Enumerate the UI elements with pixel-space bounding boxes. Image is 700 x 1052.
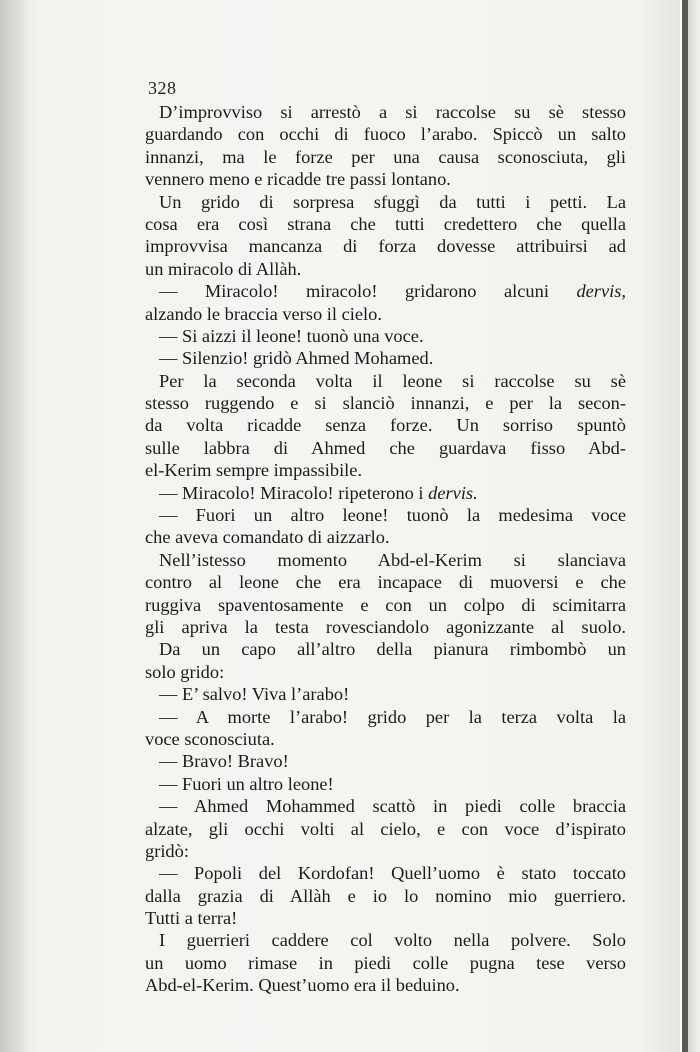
text-line: el-Kerim sempre impassibile. <box>145 460 363 481</box>
text-line: Nell’istesso momento Abd-el-Kerim si slanciava <box>159 549 626 570</box>
text-line: contro al leone che era incapace di muoversi e che <box>145 572 626 593</box>
text-line: — Si aizzi il leone! tuonò una voce. <box>159 325 424 346</box>
text-line: D’improvviso si arrestò a si raccolse su sè stesso <box>159 102 626 122</box>
text-line: — Bravo! Bravo! <box>159 751 289 772</box>
text-line: solo grido: <box>145 661 225 682</box>
text-line: Per la seconda volta il leone si raccolse su sè <box>159 370 626 391</box>
line-text: — Miracolo! miracolo! gridarono alcuni <box>159 281 577 302</box>
text-line <box>145 482 626 504</box>
text-line: — E’ salvo! Viva l’arabo! <box>159 684 350 705</box>
text-line: Da un capo all’altro della pianura rimbombò un <box>159 639 626 660</box>
text-line: — Ahmed Mohammed scattò in piedi colle braccia <box>159 796 626 817</box>
text-line: Tutti a terra! <box>145 908 238 929</box>
text-line: gli apriva la testa rovesciandolo agonizzante al suolo. <box>145 616 626 637</box>
text-line: — Popoli del Kordofan! Quell’uomo è stato toccato <box>159 863 626 884</box>
text-line: ruggiva spaventosamente e con un colpo di scimitarra <box>145 594 626 615</box>
text-line <box>145 280 626 302</box>
text-line: guardando con occhi di fuoco l’arabo. Spiccò un salto <box>145 124 626 145</box>
next-page-edge <box>688 0 700 1052</box>
text-line: da volta ricadde senza forze. Un sorriso spuntò <box>145 415 626 436</box>
text-line: — Silenzio! gridò Ahmed Mohamed. <box>159 348 434 369</box>
text-line: cosa era così strana che tutti credettero che quella <box>145 213 626 234</box>
text-line: sulle labbra di Ahmed che guardava fisso Abd- <box>145 437 626 458</box>
line-text: — Miracolo! Miracolo! ripeterono i <box>159 482 429 503</box>
text-line: — Fuori un altro leone! <box>159 773 334 794</box>
text-line: gridò: <box>145 840 189 861</box>
text-line: alzate, gli occhi volti al cielo, e con voce d’ispirato <box>145 818 626 839</box>
text-line: I guerrieri caddere col volto nella polvere. Solo <box>159 930 626 951</box>
text-line: voce sconosciuta. <box>145 728 275 749</box>
text-line: improvvisa mancanza di forza dovesse attribuirsi ad <box>145 236 626 257</box>
text-line: Abd-el-Kerim. Quest’uomo era il beduino. <box>145 975 460 996</box>
italic-word: dervis, <box>576 281 626 302</box>
text-line: — Fuori un altro leone! tuonò la medesima voce <box>159 505 626 526</box>
text-line: alzando le braccia verso il cielo. <box>145 303 382 324</box>
italic-word: dervis. <box>428 482 478 503</box>
text-line: Un grido di sorpresa sfuggì da tutti i petti. La <box>159 191 626 212</box>
text-line: un uomo rimase in piedi colle pugna tese verso <box>145 952 626 973</box>
text-line: innanzi, ma le forze per una causa sconosciuta, gli <box>145 146 626 167</box>
text-line: stesso ruggendo e si slanciò innanzi, e per la secon- <box>145 393 626 414</box>
page-number: 328 <box>148 78 177 98</box>
body-text <box>145 101 626 997</box>
text-line: un miracolo di Allàh. <box>145 258 302 279</box>
text-line: — A morte l’arabo! grido per la terza volta la <box>159 706 626 727</box>
text-line: vennero meno e ricadde tre passi lontano. <box>145 169 451 190</box>
text-line: che aveva comandato di aizzarlo. <box>145 527 390 548</box>
text-line: dalla grazia di Allàh e io lo nomino mio guerriero. <box>145 885 626 906</box>
